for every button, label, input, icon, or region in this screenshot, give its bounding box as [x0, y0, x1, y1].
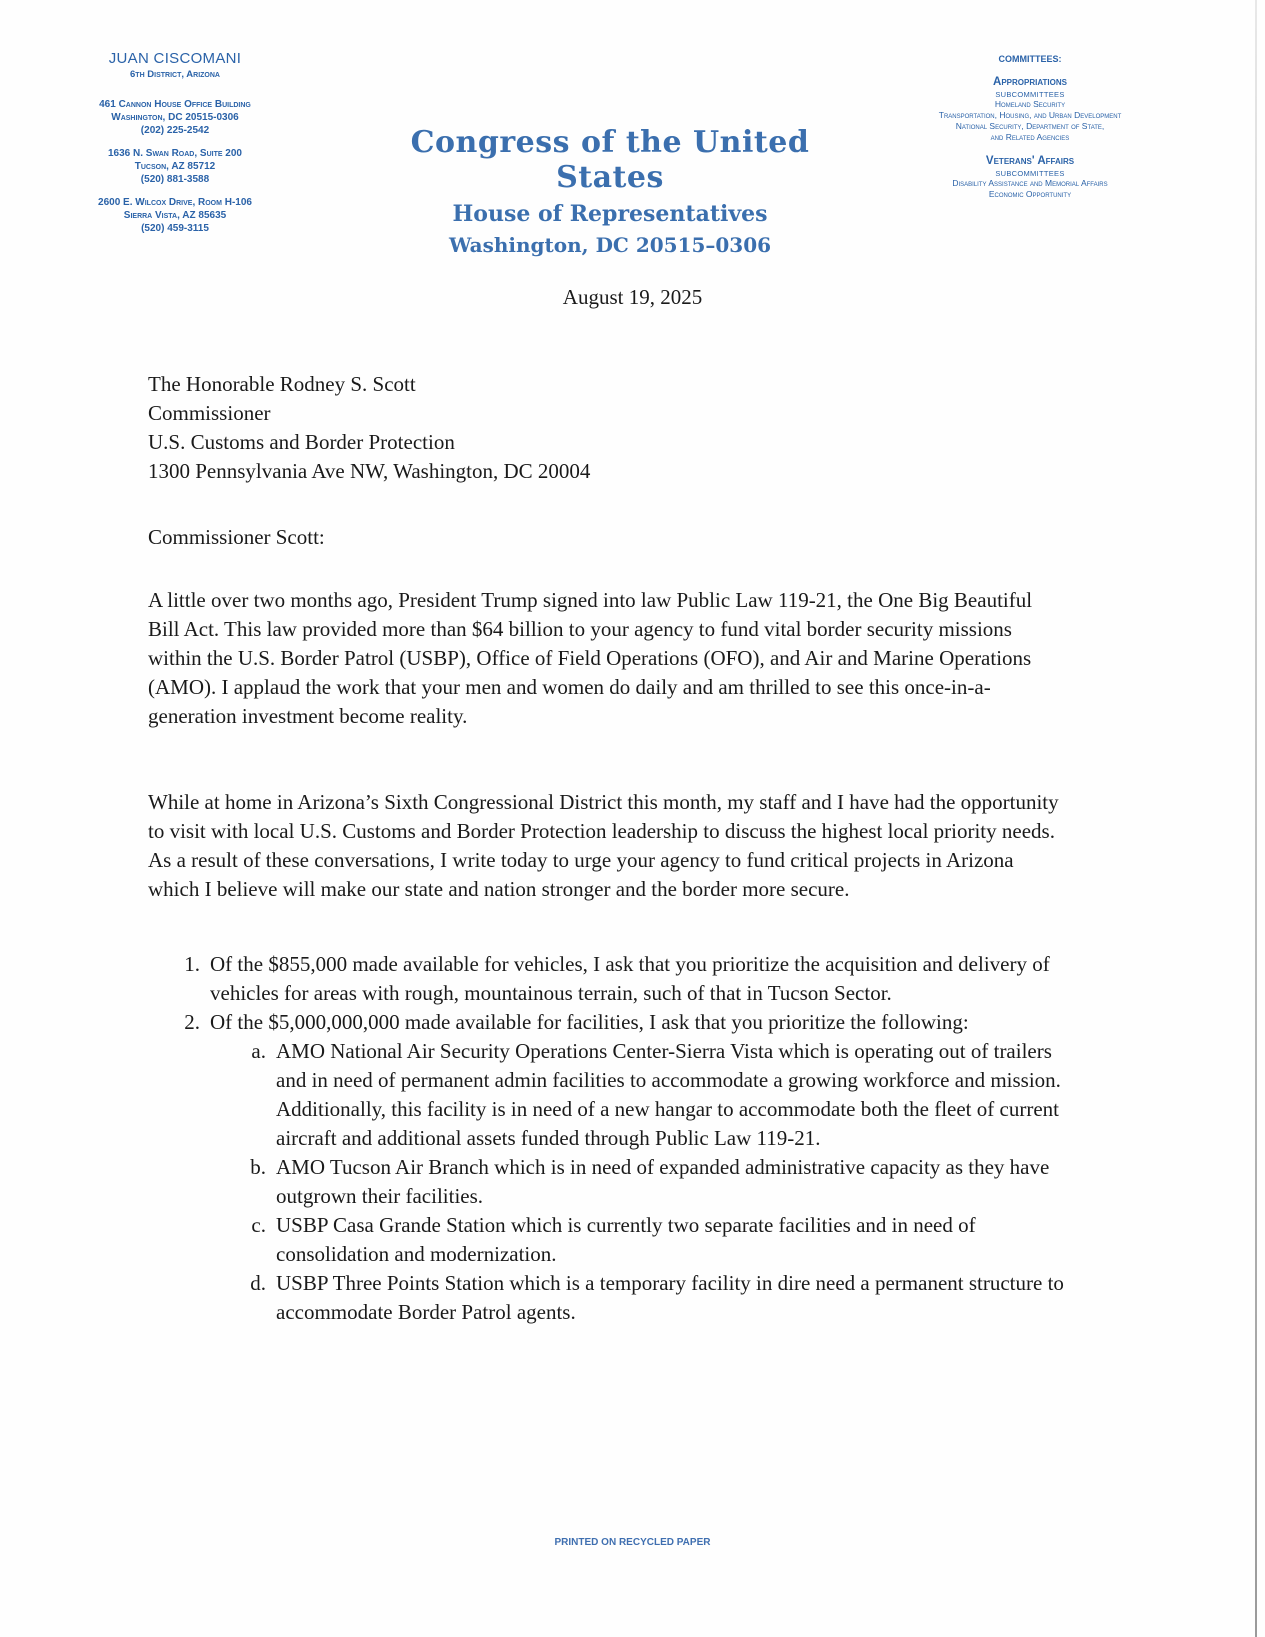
congress-title: Congress of the United States — [410, 125, 810, 195]
list-text: Of the $855,000 made available for vehicles, I ask that you prioritize the acquisition and delivery of vehicles for areas with rough, mountainous terrain, such of that in Tucson Sector. — [210, 952, 1050, 1005]
list-text: Of the $5,000,000,000 made available for facilities, I ask that you prioritize the following: — [210, 1010, 969, 1034]
subcommittee: and Related Agencies — [990, 132, 1070, 142]
subcommittees-label: SUBCOMMITTEES — [995, 90, 1065, 99]
member-name: JUAN CISCOMANI — [108, 50, 242, 67]
sublist-letter: c. — [251, 1213, 266, 1237]
subcommittee: Transportation, Housing, and Urban Development — [938, 110, 1122, 120]
subcommittee: Economic Opportunity — [988, 189, 1072, 199]
salutation: Commissioner Scott: — [148, 525, 325, 549]
scan-edge — [1255, 0, 1257, 1637]
list-number: 2. — [184, 1010, 200, 1034]
subcommittee: Homeland Security — [994, 99, 1066, 109]
addressee-line: The Honorable Rodney S. Scott — [148, 372, 416, 396]
subcommittees-label: SUBCOMMITTEES — [995, 169, 1065, 178]
member-info — [60, 50, 290, 235]
sublist-letter: d. — [250, 1271, 266, 1295]
list-item — [148, 1008, 1078, 1037]
office-address-dc: 461 Cannon House Office Building Washington, DC 20515-0306 (202) 225-2542 — [99, 99, 251, 136]
request-list — [148, 950, 1078, 1327]
committee-veterans-affairs: Veterans' Affairs — [985, 155, 1075, 167]
sublist-letter: b. — [250, 1155, 266, 1179]
subcommittee: National Security, Department of State, — [955, 121, 1105, 131]
sublist-item — [236, 1211, 1078, 1269]
sublist-item — [236, 1269, 1078, 1327]
addressee-block — [148, 370, 590, 486]
house-title: House of Representatives — [452, 201, 768, 227]
letter-date: August 19, 2025 — [562, 285, 703, 309]
sublist-item — [236, 1037, 1078, 1153]
sublist-text: AMO Tucson Air Branch which is in need of expanded administrative capacity as they have outgrown their facilities. — [276, 1155, 1050, 1208]
sublist-text: AMO National Air Security Operations Center-Sierra Vista which is operating out of trailers and in need of permanent admin facilities to accommodate a growing workforce and mission. Additionally, this facility is in need of a new hangar to accommodate both the fleet of current aircraft and additional assets funded through Public Law 119-21. — [276, 1039, 1061, 1150]
addressee-line: 1300 Pennsylvania Ave NW, Washington, DC 20004 — [148, 459, 591, 483]
sublist-text: USBP Casa Grande Station which is currently two separate facilities and in need of consolidation and modernization. — [276, 1213, 976, 1266]
committee-list — [890, 50, 1170, 200]
recycled-paper-notice: PRINTED ON RECYCLED PAPER — [554, 1537, 711, 1548]
office-address-tucson: 1636 N. Swan Road, Suite 200 Tucson, AZ 85712 (520) 881-3588 — [108, 148, 242, 185]
letterhead-title — [360, 125, 860, 257]
body-paragraph: While at home in Arizona’s Sixth Congressional District this month, my staff and I have had the opportunity to visit with local U.S. Customs and Border Protection leadership to discuss the highest local priority needs. As a result of these conversations, I write today to urge your agency to fund critical projects in Arizona which I believe will make our state and nation stronger and the border more secure. — [148, 790, 1059, 901]
committees-header: COMMITTEES: — [998, 54, 1062, 64]
list-number: 1. — [184, 952, 200, 976]
addressee-line: Commissioner — [148, 401, 271, 425]
house-address: Washington, DC 20515–0306 — [448, 233, 772, 257]
sublist-item — [236, 1153, 1078, 1211]
member-district: 6th District, Arizona — [130, 69, 220, 80]
committee-appropriations: Appropriations — [993, 76, 1067, 88]
body-paragraph: A little over two months ago, President Trump signed into law Public Law 119-21, the One Big Beautiful Bill Act. This law provided more than $64 billion to your agency to fund vital border security missions within the U.S. Border Patrol (USBP), Office of Field Operations (OFO), and Air and Marine Operations (AMO). I applaud the work that your men and women do daily and am thrilled to see this once-in-a-generation investment become reality. — [148, 588, 1033, 728]
office-address-sierra-vista: 2600 E. Wilcox Drive, Room H-106 Sierra Vista, AZ 85635 (520) 459-3115 — [98, 197, 252, 234]
addressee-line: U.S. Customs and Border Protection — [148, 430, 455, 454]
subcommittee: Disability Assistance and Memorial Affairs — [952, 178, 1108, 188]
list-item — [148, 950, 1078, 1008]
sublist-letter: a. — [251, 1039, 266, 1063]
sublist-text: USBP Three Points Station which is a temporary facility in dire need a permanent structure to accommodate Border Patrol agents. — [276, 1271, 1064, 1324]
